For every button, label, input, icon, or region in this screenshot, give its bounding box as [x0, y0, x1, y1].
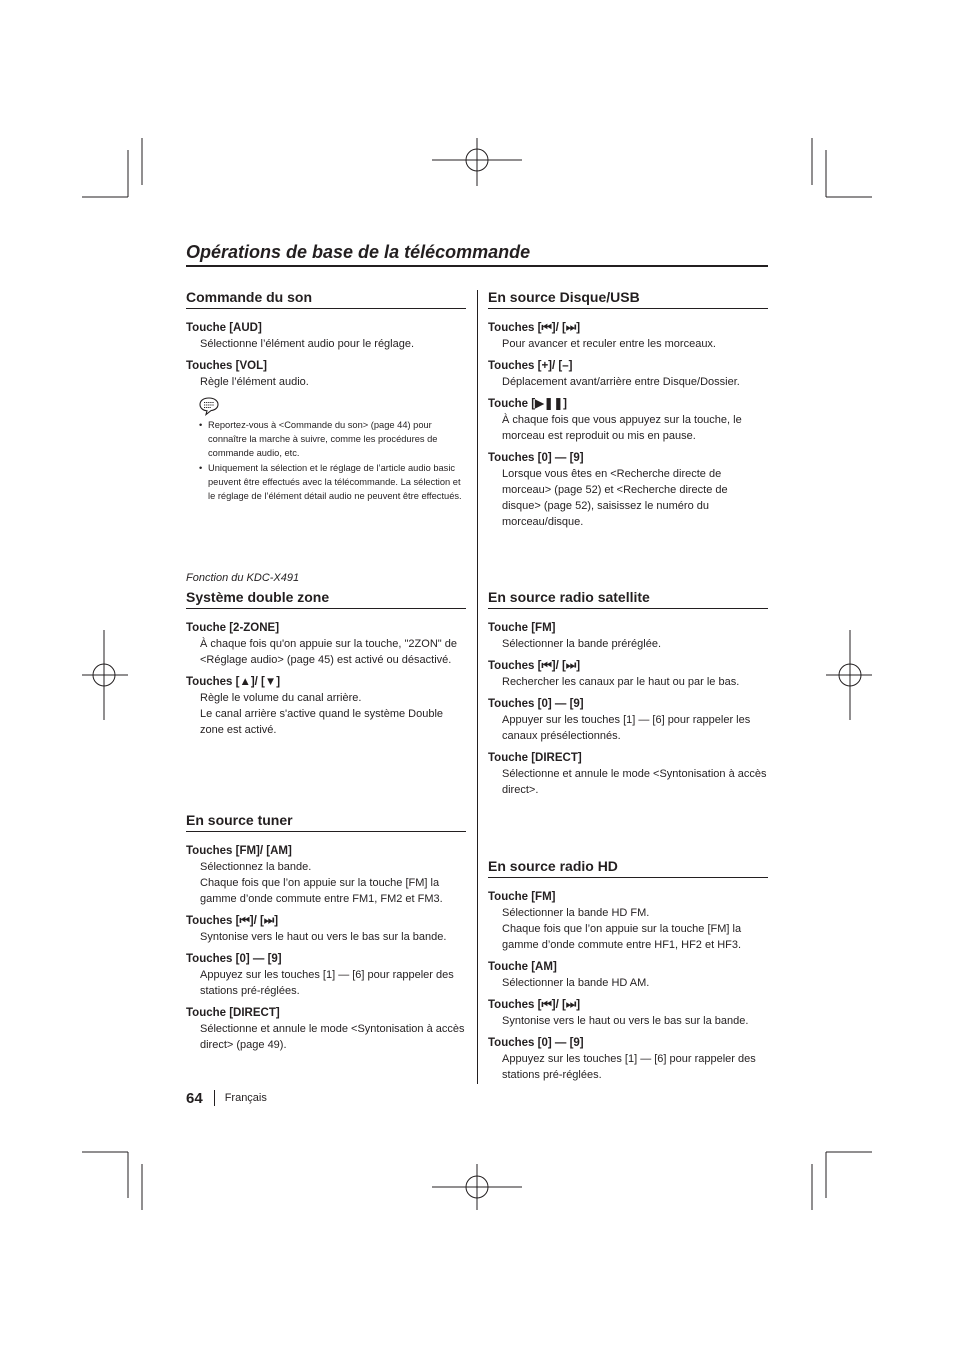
key-label: Touches [FM]/ [AM] — [186, 845, 292, 857]
key-description: Règle le volume du canal arrière. — [200, 692, 362, 704]
key-item — [186, 674, 466, 738]
key-description: Pour avancer et reculer entre les morceaux. — [502, 338, 716, 350]
key-label: Touche [FM] — [488, 891, 556, 903]
key-item — [488, 450, 768, 530]
key-label: Touches [0] — [9] — [488, 1037, 584, 1049]
key-description: Sélectionne l’élément audio pour le réglage. — [200, 338, 415, 350]
key-item — [186, 843, 466, 907]
key-item — [186, 358, 466, 390]
section-source-radio-satellite — [488, 588, 768, 804]
key-label: Touche [▶❚❚] — [488, 398, 568, 410]
key-description: Appuyer sur les touches [1] — [6] pour rappeler les canaux présélectionnés. — [502, 714, 751, 742]
key-description: Chaque fois que l’on appuie sur la touche [FM] la gamme d’onde commute entre FM1, FM2 et FM3. — [200, 877, 443, 905]
footer-separator — [214, 1090, 215, 1106]
feature-note: Fonction du KDC-X491 — [186, 572, 300, 584]
key-description: Règle l’élément audio. — [200, 376, 309, 388]
key-item — [488, 358, 768, 390]
key-label: Touches [⏮]/ [⏭] — [488, 660, 581, 672]
key-description: Sélectionne et annule le mode <Syntonisation à accès direct>. — [502, 768, 767, 796]
key-description: Sélectionner la bande HD FM. — [502, 907, 650, 919]
key-label: Touches [⏮]/ [⏭] — [488, 322, 581, 334]
section-source-radio-hd — [488, 857, 768, 1089]
key-label: Touche [DIRECT] — [186, 1007, 280, 1019]
key-label: Touches [⏮]/ [⏭] — [186, 915, 279, 927]
key-label: Touches [+]/ [–] — [488, 360, 573, 372]
key-description: Sélectionner la bande HD AM. — [502, 977, 650, 989]
key-label: Touche [DIRECT] — [488, 752, 582, 764]
notes-list — [186, 418, 466, 503]
key-description: Le canal arrière s'active quand le système Double zone est activé. — [200, 708, 444, 736]
key-label: Touches [0] — [9] — [488, 698, 584, 710]
key-item — [488, 889, 768, 953]
key-item — [186, 913, 466, 945]
key-description: À chaque fois que vous appuyez sur la touche, le morceau est reproduit ou mis en pause. — [502, 414, 742, 442]
key-item — [488, 658, 768, 690]
key-description: Sélectionne et annule le mode <Syntonisation à accès direct> (page 49). — [200, 1023, 465, 1051]
key-label: Touches [0] — [9] — [488, 452, 584, 464]
section-source-tuner — [186, 811, 466, 1059]
key-item — [488, 696, 768, 744]
key-description: Appuyez sur les touches [1] — [6] pour rappeler des stations pré-réglées. — [502, 1053, 756, 1081]
key-description: Déplacement avant/arrière entre Disque/Dossier. — [502, 376, 740, 388]
section-title: En source radio HD — [488, 857, 768, 878]
key-item — [488, 620, 768, 652]
key-label: Touche [AM] — [488, 961, 557, 973]
key-description: Lorsque vous êtes en <Recherche directe de morceau> (page 52) et <Recherche directe de disque> (page 52), saisissez le numéro du morceau/disque. — [502, 468, 728, 528]
key-label: Touche [FM] — [488, 622, 556, 634]
section-source-disque-usb — [488, 288, 768, 536]
key-description: Rechercher les canaux par le haut ou par le bas. — [502, 676, 740, 688]
page-footer — [186, 1088, 267, 1108]
section-title: Système double zone — [186, 588, 466, 609]
key-item — [488, 320, 768, 352]
page-number: 64 — [186, 1089, 203, 1107]
key-label: Touches [0] — [9] — [186, 953, 282, 965]
key-item — [488, 750, 768, 798]
key-item — [488, 396, 768, 444]
key-description: Syntonise vers le haut ou vers le bas sur la bande. — [502, 1015, 749, 1027]
note-icon — [198, 396, 220, 416]
key-item — [488, 1035, 768, 1083]
key-description: Appuyez sur les touches [1] — [6] pour rappeler des stations pré-réglées. — [200, 969, 454, 997]
column-divider — [477, 290, 478, 1084]
section-title: En source radio satellite — [488, 588, 768, 609]
key-item — [186, 1005, 466, 1053]
key-item — [186, 620, 466, 668]
note-item: • Uniquement la sélection et le réglage de l’article audio basic peuvent être effectués avec la télécommande. La sélection et le réglage de l’élément détail audio ne peuvent être effectués. — [208, 461, 466, 504]
section-title: En source tuner — [186, 811, 466, 832]
section-title: En source Disque/USB — [488, 288, 768, 309]
page-title: Opérations de base de la télécommande — [186, 240, 768, 267]
section-commande-son — [186, 288, 466, 503]
key-description: Sélectionnez la bande. — [200, 861, 312, 873]
key-label: Touches [▲]/ [▼] — [186, 676, 281, 688]
key-description: Syntonise vers le haut ou vers le bas sur la bande. — [200, 931, 447, 943]
key-label: Touche [AUD] — [186, 322, 262, 334]
section-systeme-double-zone — [186, 571, 466, 744]
footer-language: Français — [224, 1092, 267, 1104]
key-item — [488, 997, 768, 1029]
key-description: Chaque fois que l’on appuie sur la touche [FM] la gamme d’onde commute entre HF1, HF2 et HF3. — [502, 923, 742, 951]
key-description: Sélectionner la bande préréglée. — [502, 638, 662, 650]
key-item — [186, 320, 466, 352]
key-item — [488, 959, 768, 991]
key-label: Touches [VOL] — [186, 360, 267, 372]
key-description: À chaque fois qu'on appuie sur la touche, "2ZON" de <Réglage audio> (page 45) est activé ou désactivé. — [200, 638, 457, 666]
key-label: Touche [2-ZONE] — [186, 622, 280, 634]
section-title: Commande du son — [186, 288, 466, 309]
note-item: • Reportez-vous à <Commande du son> (page 44) pour connaître la marche à suivre, comme les procédures de commande audio, etc. — [208, 418, 466, 461]
key-label: Touches [⏮]/ [⏭] — [488, 999, 581, 1011]
key-item — [186, 951, 466, 999]
